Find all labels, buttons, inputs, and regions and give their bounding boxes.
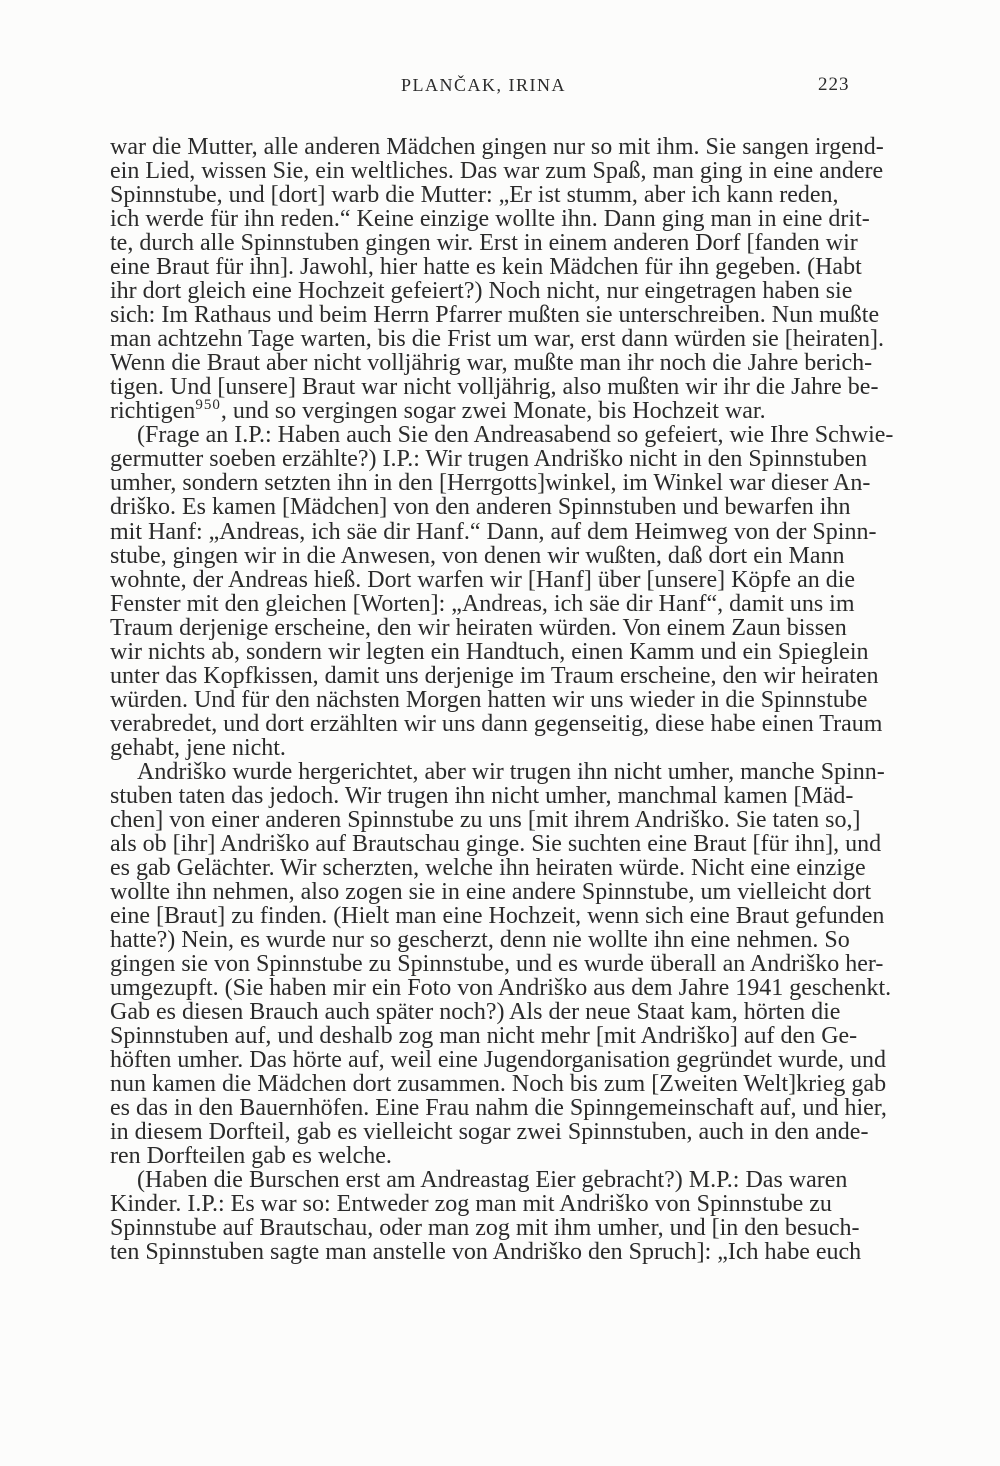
text-line: germutter soeben erzählte?) I.P.: Wir trugen Andriško nicht in den Spinnstuben: [110, 446, 868, 473]
paragraph: [110, 135, 883, 423]
text-line: tigen. Und [unsere] Braut war nicht volljährig, also mußten wir ihr die Jahre be-: [110, 374, 879, 401]
text-line: wollte ihn nehmen, also zogen sie in eine andere Spinnstube, um vielleicht dort: [110, 878, 872, 905]
text-line: Fenster mit den gleichen [Worten]: „Andreas, ich säe dir Hanf“, damit uns im: [110, 590, 855, 617]
text-line: driško. Es kamen [Mädchen] von den anderen Spinnstuben und bewarfen ihn: [110, 494, 851, 521]
text-line: chen] von einer anderen Spinnstube zu uns [mit ihrem Andriško. Sie taten so,]: [110, 806, 861, 833]
text-line: nun kamen die Mädchen dort zusammen. Noch bis zum [Zweiten Welt]krieg gab: [110, 1071, 887, 1098]
text-line: ich werde für ihn reden.“ Keine einzige wollte ihn. Dann ging man in eine drit-: [110, 206, 870, 233]
paragraph: [110, 758, 892, 1170]
text-line: (Frage an I.P.: Haben auch Sie den Andreasabend so gefeiert, wie Ihre Schwie-: [137, 422, 894, 449]
text-line: man achtzehn Tage warten, bis die Frist um war, erst dann würden sie [heiraten].: [110, 326, 884, 353]
text-line: es gab Gelächter. Wir scherzten, welche ihn heiraten würde. Nicht eine einzige: [110, 854, 866, 881]
text-line: sich: Im Rathaus und beim Herrn Pfarrer mußten sie unterschreiben. Nun mußte: [110, 302, 880, 329]
text-line: stube, gingen wir in die Anwesen, von denen wir wußten, daß dort ein Mann: [110, 542, 845, 569]
text-line: umher, sondern setzten ihn in den [Herrgotts]winkel, im Winkel war dieser An-: [110, 470, 871, 497]
text-line: hatte?) Nein, es wurde nur so gescherzt, denn nie wollte ihn eine nehmen. So: [110, 927, 850, 954]
text-line: als ob [ihr] Andriško auf Brautschau ginge. Sie suchten eine Braut [für ihn], und: [110, 830, 882, 857]
text-line: stuben taten das jedoch. Wir trugen ihn nicht umher, manchmal kamen [Mäd-: [110, 782, 854, 809]
text-line: te, durch alle Spinnstuben gingen wir. Erst in einem anderen Dorf [fanden wir: [110, 230, 858, 257]
text-line: würden. Und für den nächsten Morgen hatten wir uns wieder in die Spinnstube: [110, 686, 868, 713]
text-line: war die Mutter, alle anderen Mädchen gingen nur so mit ihm. Sie sangen irgend-: [110, 134, 884, 160]
text-line: umgezupft. (Sie haben mir ein Foto von Andriško aus dem Jahre 1941 geschenkt.: [110, 975, 892, 1002]
text-line: gingen sie von Spinnstube zu Spinnstube, und es wurde überall an Andriško her-: [110, 951, 884, 978]
text-line: eine [Braut] zu finden. (Hielt man eine Hochzeit, wenn sich eine Braut gefunden: [110, 903, 885, 929]
text-line: gehabt, jene nicht.: [110, 734, 286, 761]
text-line: Traum derjenige erscheine, den wir heiraten würden. Von einem Zaun bissen: [110, 614, 847, 641]
text-line: Spinnstube auf Brautschau, oder man zog mit ihm umher, und [in den besuch-: [110, 1215, 860, 1242]
footnote-reference: 950: [195, 397, 221, 414]
paragraph: [110, 1168, 883, 1264]
text-line: unter das Kopfkissen, damit uns derjenige im Traum erscheine, den wir heiraten: [110, 662, 879, 689]
text-line: in diesem Dorfteil, gab es vielleicht sogar zwei Spinnstuben, auch in den ande-: [110, 1119, 869, 1146]
paragraph: [110, 422, 894, 761]
text-line: es das in den Bauernhöfen. Eine Frau nahm die Spinngemeinschaft auf, und hier,: [110, 1095, 887, 1122]
text-line: ein Lied, wissen Sie, ein weltliches. Das war zum Spaß, man ging in eine andere: [110, 158, 884, 185]
running-title: PLANČAK, IRINA: [401, 75, 566, 95]
text-line: ren Dorfteilen gab es welche.: [110, 1143, 392, 1170]
page-number: 223: [818, 74, 850, 95]
text-line: ten Spinnstuben sagte man anstelle von Andriško den Spruch]: „Ich habe euch: [110, 1239, 862, 1266]
text-line: Gab es diesen Brauch auch später noch?) Als der neue Staat kam, hörten die: [110, 999, 841, 1026]
text-line: verabredet, und dort erzählten wir uns dann gegenseitig, diese habe einen Traum: [110, 710, 883, 737]
text-segment: richtigen: [110, 398, 196, 425]
text-line: wir nichts ab, sondern wir legten ein Handtuch, einen Kamm und ein Spieglein: [110, 638, 869, 665]
text-line: wohnte, der Andreas hieß. Dort warfen wir [Hanf] über [unsere] Köpfe an die: [110, 566, 856, 593]
text-line: höften umher. Das hörte auf, weil eine Jugendorganisation gegründet wurde, und: [110, 1047, 887, 1074]
text-segment: , und so vergingen sogar zwei Monate, bis Hochzeit war.: [220, 398, 766, 425]
text-line: ihr dort gleich eine Hochzeit gefeiert?) Noch nicht, nur eingetragen haben sie: [110, 278, 853, 305]
text-line: mit Hanf: „Andreas, ich säe dir Hanf.“ Dann, auf dem Heimweg von der Spinn-: [110, 518, 877, 545]
text-line: eine Braut für ihn]. Jawohl, hier hatte es kein Mädchen für ihn gegeben. (Habt: [110, 254, 862, 281]
text-line: Wenn die Braut aber nicht volljährig war, mußte man ihr noch die Jahre berich-: [110, 350, 873, 377]
body-text: [110, 134, 894, 1266]
text-line: Kinder. I.P.: Es war so: Entweder zog man mit Andriško von Spinnstube zu: [110, 1191, 832, 1218]
text-line: Spinnstuben auf, und deshalb zog man nicht mehr [mit Andriško] auf den Ge-: [110, 1023, 858, 1050]
text-line: Andriško wurde hergerichtet, aber wir trugen ihn nicht umher, manche Spinn-: [137, 758, 885, 785]
text-line: Spinnstube, und [dort] warb die Mutter: „Er ist stumm, aber ich kann reden,: [110, 182, 839, 209]
text-line: (Haben die Burschen erst am Andreastag Eier gebracht?) M.P.: Das waren: [137, 1167, 848, 1194]
text-line: [110, 399, 883, 423]
